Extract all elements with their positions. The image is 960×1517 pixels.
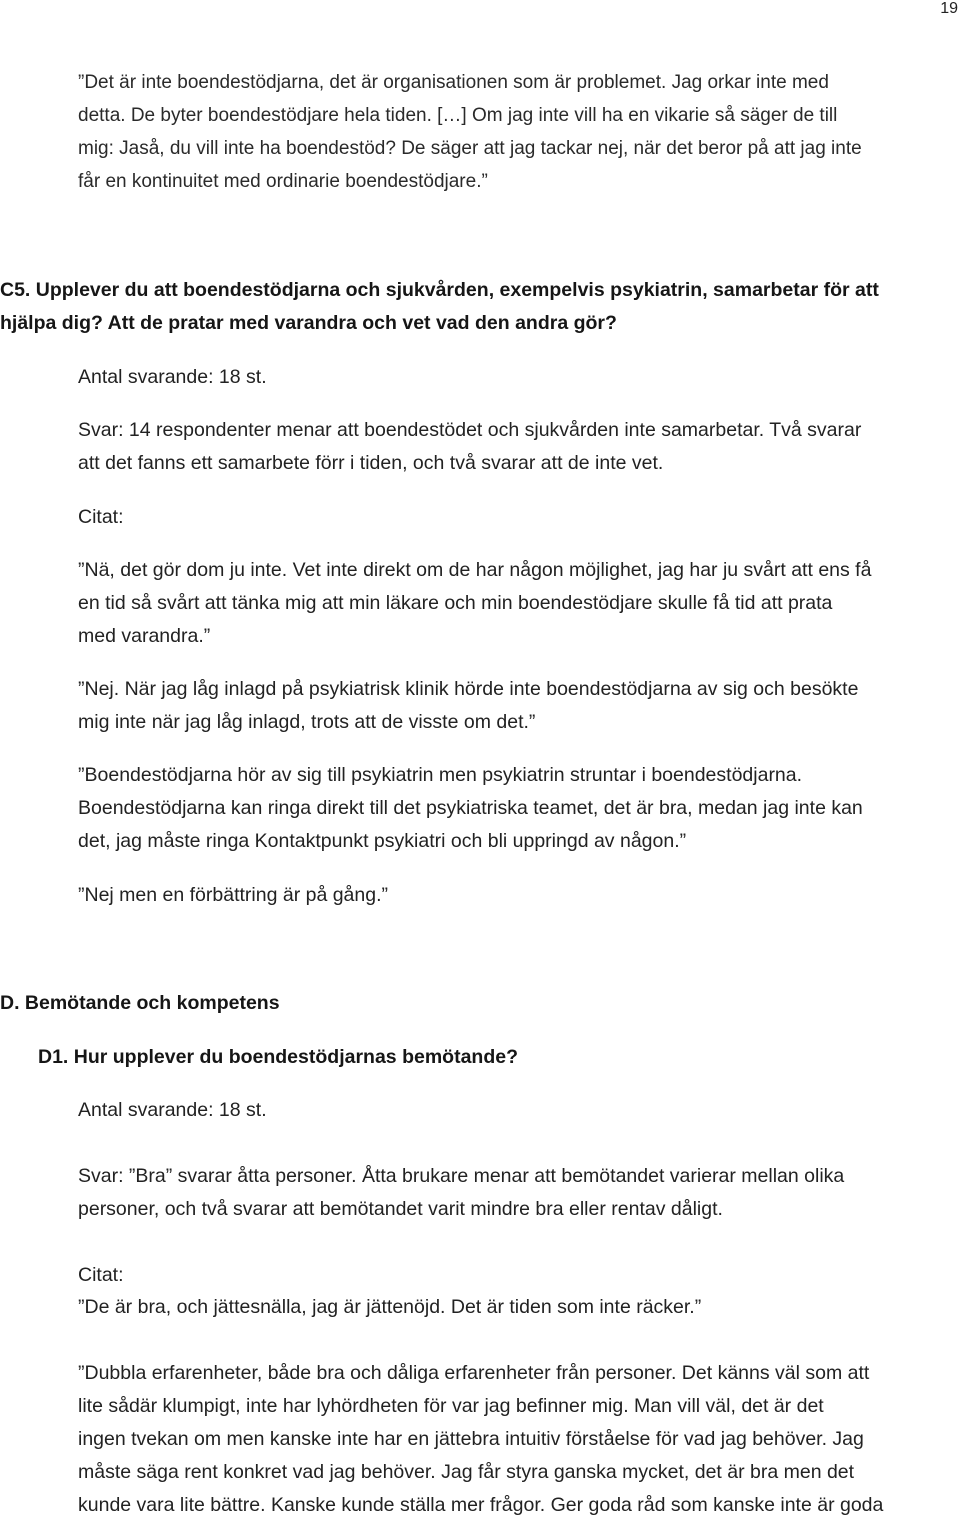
d1-respondent-count: Antal svarande: 18 st. (78, 1099, 267, 1121)
d1-answer-line: Svar: ”Bra” svarar åtta personer. Åtta brukare menar att bemötandet varierar mellan olika (78, 1165, 845, 1187)
page-number: 19 (940, 0, 958, 17)
intro-quote-line: detta. De byter boendestödjare hela tiden. […] Om jag inte vill ha en vikarie så säger de till (78, 105, 838, 126)
c5-quote-line: med varandra.” (78, 625, 211, 647)
intro-quote-line: mig: Jaså, du vill inte ha boendestöd? De säger att jag tackar nej, när det beror på att jag inte (78, 138, 862, 159)
d1-answer-line: personer, och två svarar att bemötandet varit mindre bra eller rentav dåligt. (78, 1198, 723, 1220)
c5-quote-line: Boendestödjarna kan ringa direkt till det psykiatriska teamet, det är bra, medan jag inte kan (78, 797, 863, 819)
d1-quote-line: lite sådär klumpigt, inte har lyhördheten för var jag befinner mig. Man vill väl, det är det (78, 1395, 824, 1417)
d1-quotes-label: Citat: (78, 1264, 124, 1286)
d1-quote-line: ingen tvekan om men kanske inte har en jättebra intuitiv förståelse för vad jag behöver. Jag (78, 1428, 864, 1450)
c5-quote-line: det, jag måste ringa Kontaktpunkt psykiatri och bli uppringd av någon.” (78, 830, 687, 852)
d1-quote-line: måste säga rent konkret vad jag behöver. Jag får styra ganska mycket, det är bra men det (78, 1461, 855, 1483)
c5-quote-line: ”Nej. När jag låg inlagd på psykiatrisk klinik hörde inte boendestödjarna av sig och besökte (78, 678, 859, 700)
intro-quote-line: får en kontinuitet med ordinarie boendestödjare.” (78, 171, 488, 192)
intro-quote-line: ”Det är inte boendestödjarna, det är organisationen som är problemet. Jag orkar inte med (78, 72, 829, 93)
d1-quote-line: ”Dubbla erfarenheter, både bra och dåliga erfarenheter från personer. Det känns väl som att (78, 1362, 870, 1384)
c5-answer-line: att det fanns ett samarbete förr i tiden, och två svarar att de inte vet. (78, 452, 664, 474)
c5-quote-line: ”Nej men en förbättring är på gång.” (78, 884, 389, 906)
c5-answer-line: Svar: 14 respondenter menar att boendestödet och sjukvården inte samarbetar. Två svarar (78, 419, 862, 441)
c5-quote-line: ”Nä, det gör dom ju inte. Vet inte direkt om de har någon möjlighet, jag har ju svårt att ens få (78, 559, 872, 581)
question-c5-line: hjälpa dig? Att de pratar med varandra och vet vad den andra gör? (0, 312, 617, 334)
c5-quotes-label: Citat: (78, 506, 124, 528)
d1-quote-line: ”De är bra, och jättesnälla, jag är jättenöjd. Det är tiden som inte räcker.” (78, 1296, 702, 1318)
section-d-heading: D. Bemötande och kompetens (0, 992, 280, 1014)
d1-quote-line: kunde vara lite bättre. Kanske kunde ställa mer frågor. Ger goda råd som kanske inte är goda (78, 1494, 884, 1516)
c5-quote-line: mig inte när jag låg inlagd, trots att de visste om det.” (78, 711, 536, 733)
c5-quote-line: en tid så svårt att tänka mig att min läkare och min boendestödjare skulle få tid att prata (78, 592, 833, 614)
question-c5-line: C5. Upplever du att boendestödjarna och sjukvården, exempelvis psykiatrin, samarbetar för att (0, 279, 879, 301)
c5-quote-line: ”Boendestödjarna hör av sig till psykiatrin men psykiatrin struntar i boendestödjarna. (78, 764, 803, 786)
question-d1: D1. Hur upplever du boendestödjarnas bemötande? (38, 1046, 518, 1068)
c5-respondent-count: Antal svarande: 18 st. (78, 366, 267, 388)
